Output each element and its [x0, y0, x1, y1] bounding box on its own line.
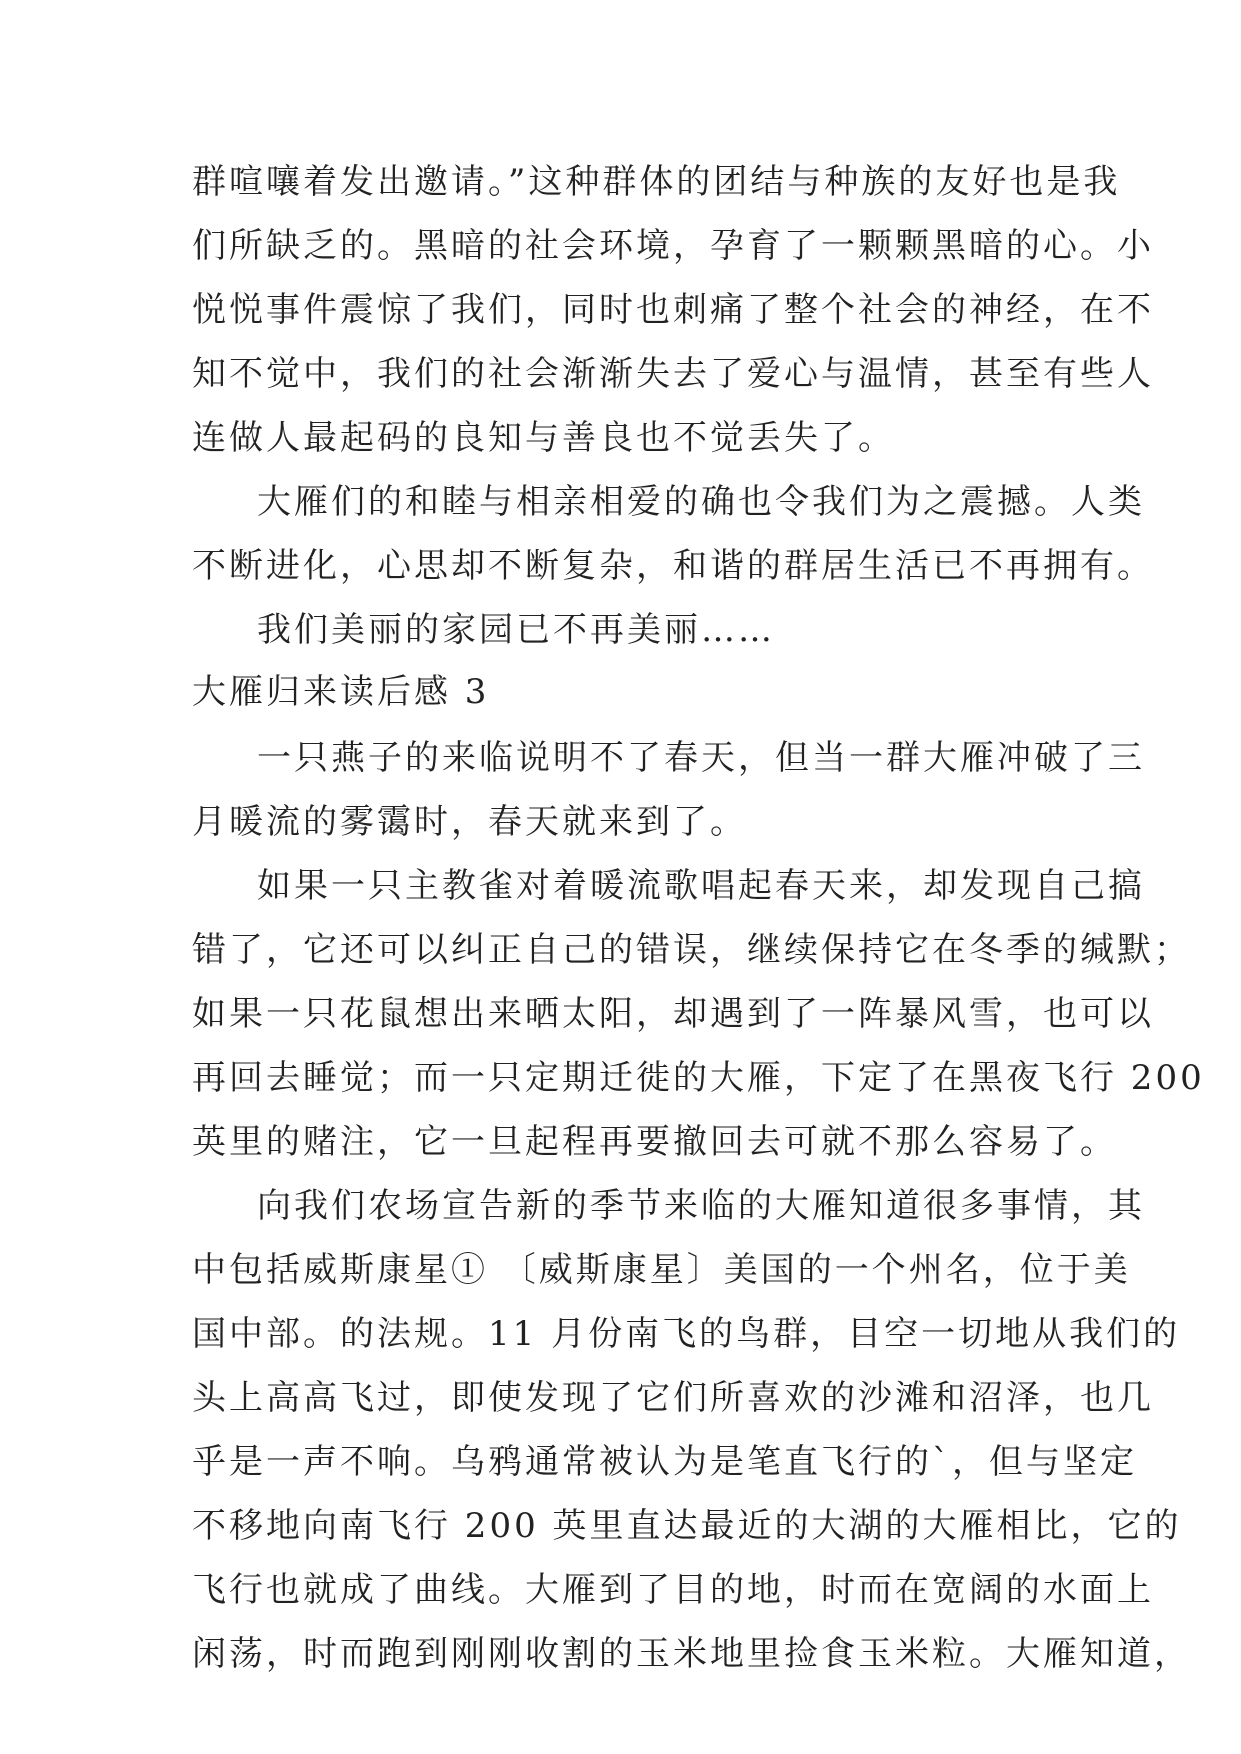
paragraph-start-line: 大雁们的和睦与相亲相爱的确也令我们为之震撼。人类: [257, 482, 1145, 522]
text-line: 如果一只花鼠想出来晒太阳，却遇到了一阵暴风雪，也可以: [192, 994, 1154, 1034]
text-line: 月暖流的雾霭时，春天就来到了。: [192, 802, 747, 842]
text-line: 英里的赌注，它一旦起程再要撤回去可就不那么容易了。: [192, 1122, 1117, 1162]
text-line: 悦悦事件震惊了我们，同时也刺痛了整个社会的神经，在不: [192, 290, 1154, 330]
text-line: 连做人最起码的良知与善良也不觉丢失了。: [192, 418, 895, 458]
section-heading: 大雁归来读后感 3: [192, 672, 490, 712]
paragraph-start-line: 向我们农场宣告新的季节来临的大雁知道很多事情，其: [257, 1186, 1145, 1226]
text-line: 群喧嚷着发出邀请。”这种群体的团结与种族的友好也是我: [192, 162, 1121, 202]
text-line: 不移地向南飞行 200 英里直达最近的大湖的大雁相比，它的: [192, 1506, 1182, 1546]
text-line: 飞行也就成了曲线。大雁到了目的地，时而在宽阔的水面上: [192, 1570, 1154, 1610]
text-line: 们所缺乏的。黑暗的社会环境，孕育了一颗颗黑暗的心。小: [192, 226, 1154, 266]
text-line: 再回去睡觉；而一只定期迁徙的大雁，下定了在黑夜飞行 200: [192, 1058, 1205, 1098]
paragraph-start-line: 一只燕子的来临说明不了春天，但当一群大雁冲破了三: [257, 738, 1145, 778]
text-line: 错了，它还可以纠正自己的错误，继续保持它在冬季的缄默；: [192, 930, 1191, 970]
paragraph-start-line: 我们美丽的家园已不再美丽……: [257, 610, 775, 650]
text-line: 国中部。的法规。11 月份南飞的鸟群，目空一切地从我们的: [192, 1314, 1181, 1354]
text-line: 头上高高飞过，即使发现了它们所喜欢的沙滩和沼泽，也几: [192, 1378, 1154, 1418]
text-line: 知不觉中，我们的社会渐渐失去了爱心与温情，甚至有些人: [192, 354, 1154, 394]
text-line: 不断进化，心思却不断复杂，和谐的群居生活已不再拥有。: [192, 546, 1154, 586]
text-line: 闲荡，时而跑到刚刚收割的玉米地里捡食玉米粒。大雁知道，: [192, 1634, 1191, 1674]
text-line: 中包括威斯康星① 〔威斯康星〕美国的一个州名，位于美: [192, 1250, 1131, 1290]
paragraph-start-line: 如果一只主教雀对着暖流歌唱起春天来，却发现自己搞: [257, 866, 1145, 906]
text-line: 乎是一声不响。乌鸦通常被认为是笔直飞行的`，但与坚定: [192, 1442, 1137, 1482]
